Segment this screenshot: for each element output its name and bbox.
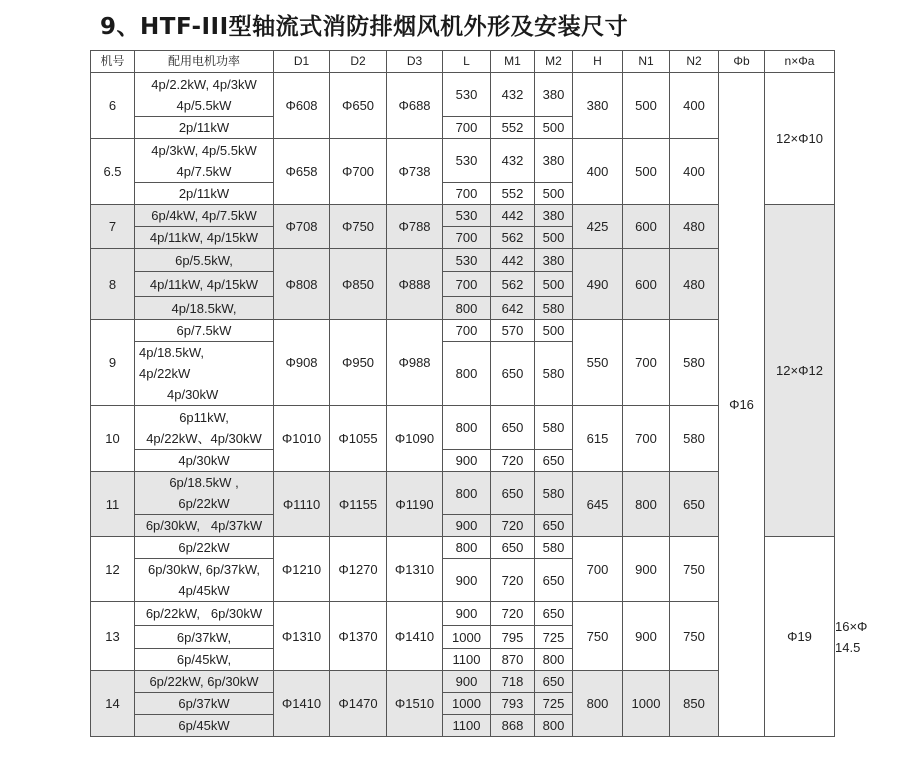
m2-cell: 500 [535, 272, 573, 297]
l-cell: 530 [443, 139, 491, 183]
m2-cell: 650 [535, 515, 573, 537]
header-cell: n×Φa [765, 51, 835, 73]
n2-cell: 580 [670, 406, 719, 472]
motor-power: 6p/30kW, 4p/37kW [135, 515, 274, 537]
m1-cell: 650 [491, 406, 535, 450]
motor-power: 4p/18.5kW, 4p/22kW 4p/30kW [135, 342, 274, 406]
d1-cell: Φ1210 [274, 537, 330, 602]
n1-cell: 500 [623, 73, 670, 139]
m1-cell: 570 [491, 320, 535, 342]
n1-cell: 700 [623, 320, 670, 406]
l-cell: 900 [443, 559, 491, 602]
table-row: 12 6p/22kW Φ1210 Φ1270 Φ1310 800 650 580 700 900 750 Φ19 16×Φ 14.5 [91, 537, 835, 559]
d3-cell: Φ1410 [387, 602, 443, 671]
motor-power: 6p/22kW, 6p/30kW [135, 671, 274, 693]
m1-cell: 795 [491, 626, 535, 649]
m1-cell: 442 [491, 205, 535, 227]
m2-cell: 500 [535, 117, 573, 139]
m1-cell: 552 [491, 183, 535, 205]
n2-cell: 750 [670, 537, 719, 602]
l-cell: 700 [443, 227, 491, 249]
d1-cell: Φ1310 [274, 602, 330, 671]
n1-cell: 900 [623, 537, 670, 602]
l-cell: 800 [443, 472, 491, 515]
m1-cell: 720 [491, 559, 535, 602]
m2-cell: 800 [535, 649, 573, 671]
fan-number: 6.5 [91, 139, 135, 205]
motor-power: 6p/45kW [135, 715, 274, 737]
d1-cell: Φ1410 [274, 671, 330, 737]
m1-cell: 793 [491, 693, 535, 715]
m1-cell: 552 [491, 117, 535, 139]
m1-cell: 432 [491, 139, 535, 183]
d2-cell: Φ700 [330, 139, 387, 205]
m2-cell: 725 [535, 626, 573, 649]
fan-number: 9 [91, 320, 135, 406]
d2-cell: Φ850 [330, 249, 387, 320]
d1-cell: Φ708 [274, 205, 330, 249]
d1-cell: Φ658 [274, 139, 330, 205]
d3-cell: Φ1310 [387, 537, 443, 602]
header-cell: L [443, 51, 491, 73]
dimension-table [90, 50, 868, 737]
motor-power: 2p/11kW [135, 183, 274, 205]
h-cell: 400 [573, 139, 623, 205]
m2-cell: 380 [535, 249, 573, 272]
d2-cell: Φ750 [330, 205, 387, 249]
m1-cell: 562 [491, 227, 535, 249]
motor-power: 6p/22kW, 6p/30kW [135, 602, 274, 626]
fan-number: 12 [91, 537, 135, 602]
n2-cell: 400 [670, 73, 719, 139]
l-cell: 530 [443, 205, 491, 227]
d2-cell: Φ1055 [330, 406, 387, 472]
h-cell: 380 [573, 73, 623, 139]
d2-cell: Φ650 [330, 73, 387, 139]
header-cell: D1 [274, 51, 330, 73]
m2-cell: 650 [535, 450, 573, 472]
m1-cell: 650 [491, 472, 535, 515]
l-cell: 700 [443, 117, 491, 139]
d3-cell: Φ888 [387, 249, 443, 320]
n2-cell: 750 [670, 602, 719, 671]
d2-cell: Φ1270 [330, 537, 387, 602]
motor-power: 6p11kW, 4p/22kW、4p/30kW [135, 406, 274, 450]
l-cell: 1000 [443, 626, 491, 649]
l-cell: 530 [443, 73, 491, 117]
m2-cell: 580 [535, 537, 573, 559]
m2-cell: 500 [535, 183, 573, 205]
motor-power: 4p/2.2kW, 4p/3kW 4p/5.5kW [135, 73, 274, 117]
l-cell: 1100 [443, 649, 491, 671]
d1-cell: Φ1010 [274, 406, 330, 472]
m1-cell: 442 [491, 249, 535, 272]
l-cell: 800 [443, 342, 491, 406]
h-cell: 645 [573, 472, 623, 537]
d2-cell: Φ1370 [330, 602, 387, 671]
motor-power: 6p/37kW [135, 693, 274, 715]
n2-cell: 480 [670, 205, 719, 249]
l-cell: 900 [443, 602, 491, 626]
m1-cell: 720 [491, 450, 535, 472]
d3-cell: Φ1190 [387, 472, 443, 537]
m2-cell: 380 [535, 205, 573, 227]
h-cell: 425 [573, 205, 623, 249]
header-cell: Φb [719, 51, 765, 73]
m1-cell: 650 [491, 342, 535, 406]
m2-cell: 380 [535, 139, 573, 183]
header-cell: 机号 [91, 51, 135, 73]
nphia-cell: 12×Φ10 [765, 73, 835, 205]
d3-cell: Φ988 [387, 320, 443, 406]
d3-cell: Φ1090 [387, 406, 443, 472]
header-cell: N2 [670, 51, 719, 73]
n2-cell: 480 [670, 249, 719, 320]
n1-cell: 600 [623, 249, 670, 320]
m1-cell: 720 [491, 602, 535, 626]
n2-cell: 650 [670, 472, 719, 537]
m1-cell: 720 [491, 515, 535, 537]
h-cell: 800 [573, 671, 623, 737]
l-cell: 900 [443, 515, 491, 537]
n1-cell: 900 [623, 602, 670, 671]
l-cell: 700 [443, 272, 491, 297]
header-cell: M1 [491, 51, 535, 73]
l-cell: 700 [443, 183, 491, 205]
m2-cell: 500 [535, 320, 573, 342]
motor-power: 4p/18.5kW, [135, 297, 274, 320]
l-cell: 530 [443, 249, 491, 272]
n2-cell: 580 [670, 320, 719, 406]
m1-cell: 650 [491, 537, 535, 559]
m2-cell: 580 [535, 297, 573, 320]
motor-power: 4p/11kW, 4p/15kW [135, 272, 274, 297]
header-cell: N1 [623, 51, 670, 73]
m1-cell: 642 [491, 297, 535, 320]
m2-cell: 380 [535, 73, 573, 117]
motor-power: 4p/3kW, 4p/5.5kW 4p/7.5kW [135, 139, 274, 183]
m2-cell: 650 [535, 602, 573, 626]
l-cell: 900 [443, 450, 491, 472]
motor-power: 6p/7.5kW [135, 320, 274, 342]
h-cell: 615 [573, 406, 623, 472]
d1-cell: Φ608 [274, 73, 330, 139]
d1-cell: Φ908 [274, 320, 330, 406]
n1-cell: 1000 [623, 671, 670, 737]
motor-power: 6p/22kW [135, 537, 274, 559]
phib-cell: Φ19 [765, 537, 835, 737]
n2-cell: 850 [670, 671, 719, 737]
m2-cell: 580 [535, 472, 573, 515]
m2-cell: 580 [535, 406, 573, 450]
m1-cell: 868 [491, 715, 535, 737]
m2-cell: 500 [535, 227, 573, 249]
table-header-row [91, 51, 835, 73]
l-cell: 700 [443, 320, 491, 342]
m2-cell: 800 [535, 715, 573, 737]
m2-cell: 580 [535, 342, 573, 406]
fan-number: 6 [91, 73, 135, 139]
header-cell: H [573, 51, 623, 73]
d1-cell: Φ1110 [274, 472, 330, 537]
d3-cell: Φ1510 [387, 671, 443, 737]
m2-cell: 725 [535, 693, 573, 715]
motor-power: 6p/5.5kW, [135, 249, 274, 272]
fan-number: 11 [91, 472, 135, 537]
motor-power: 2p/11kW [135, 117, 274, 139]
h-cell: 490 [573, 249, 623, 320]
l-cell: 800 [443, 406, 491, 450]
table-row [91, 73, 835, 117]
m1-cell: 870 [491, 649, 535, 671]
page-title: 9、HTF-III型轴流式消防排烟风机外形及安装尺寸 [100, 14, 629, 40]
m2-cell: 650 [535, 671, 573, 693]
m1-cell: 718 [491, 671, 535, 693]
nphia-cell: 12×Φ12 [765, 205, 835, 537]
n1-cell: 800 [623, 472, 670, 537]
motor-power: 6p/45kW, [135, 649, 274, 671]
l-cell: 1000 [443, 693, 491, 715]
header-cell: 配用电机功率 [135, 51, 274, 73]
motor-power: 6p/4kW, 4p/7.5kW [135, 205, 274, 227]
m1-cell: 432 [491, 73, 535, 117]
header-cell: D2 [330, 51, 387, 73]
fan-number: 14 [91, 671, 135, 737]
fan-number: 13 [91, 602, 135, 671]
n1-cell: 700 [623, 406, 670, 472]
fan-number: 10 [91, 406, 135, 472]
n1-cell: 600 [623, 205, 670, 249]
h-cell: 700 [573, 537, 623, 602]
d3-cell: Φ688 [387, 73, 443, 139]
header-cell: M2 [535, 51, 573, 73]
motor-power: 6p/30kW, 6p/37kW, 4p/45kW [135, 559, 274, 602]
n1-cell: 500 [623, 139, 670, 205]
motor-power: 6p/18.5kW , 6p/22kW [135, 472, 274, 515]
d3-cell: Φ738 [387, 139, 443, 205]
l-cell: 1100 [443, 715, 491, 737]
l-cell: 900 [443, 671, 491, 693]
l-cell: 800 [443, 297, 491, 320]
fan-number: 8 [91, 249, 135, 320]
phib-cell: Φ16 [719, 73, 765, 737]
motor-power: 4p/30kW [135, 450, 274, 472]
motor-power: 4p/11kW, 4p/15kW [135, 227, 274, 249]
m2-cell: 650 [535, 559, 573, 602]
n2-cell: 400 [670, 139, 719, 205]
motor-power: 6p/37kW, [135, 626, 274, 649]
fan-number: 7 [91, 205, 135, 249]
h-cell: 550 [573, 320, 623, 406]
header-cell: D3 [387, 51, 443, 73]
l-cell: 800 [443, 537, 491, 559]
d2-cell: Φ1470 [330, 671, 387, 737]
d1-cell: Φ808 [274, 249, 330, 320]
m1-cell: 562 [491, 272, 535, 297]
d3-cell: Φ788 [387, 205, 443, 249]
d2-cell: Φ1155 [330, 472, 387, 537]
h-cell: 750 [573, 602, 623, 671]
d2-cell: Φ950 [330, 320, 387, 406]
